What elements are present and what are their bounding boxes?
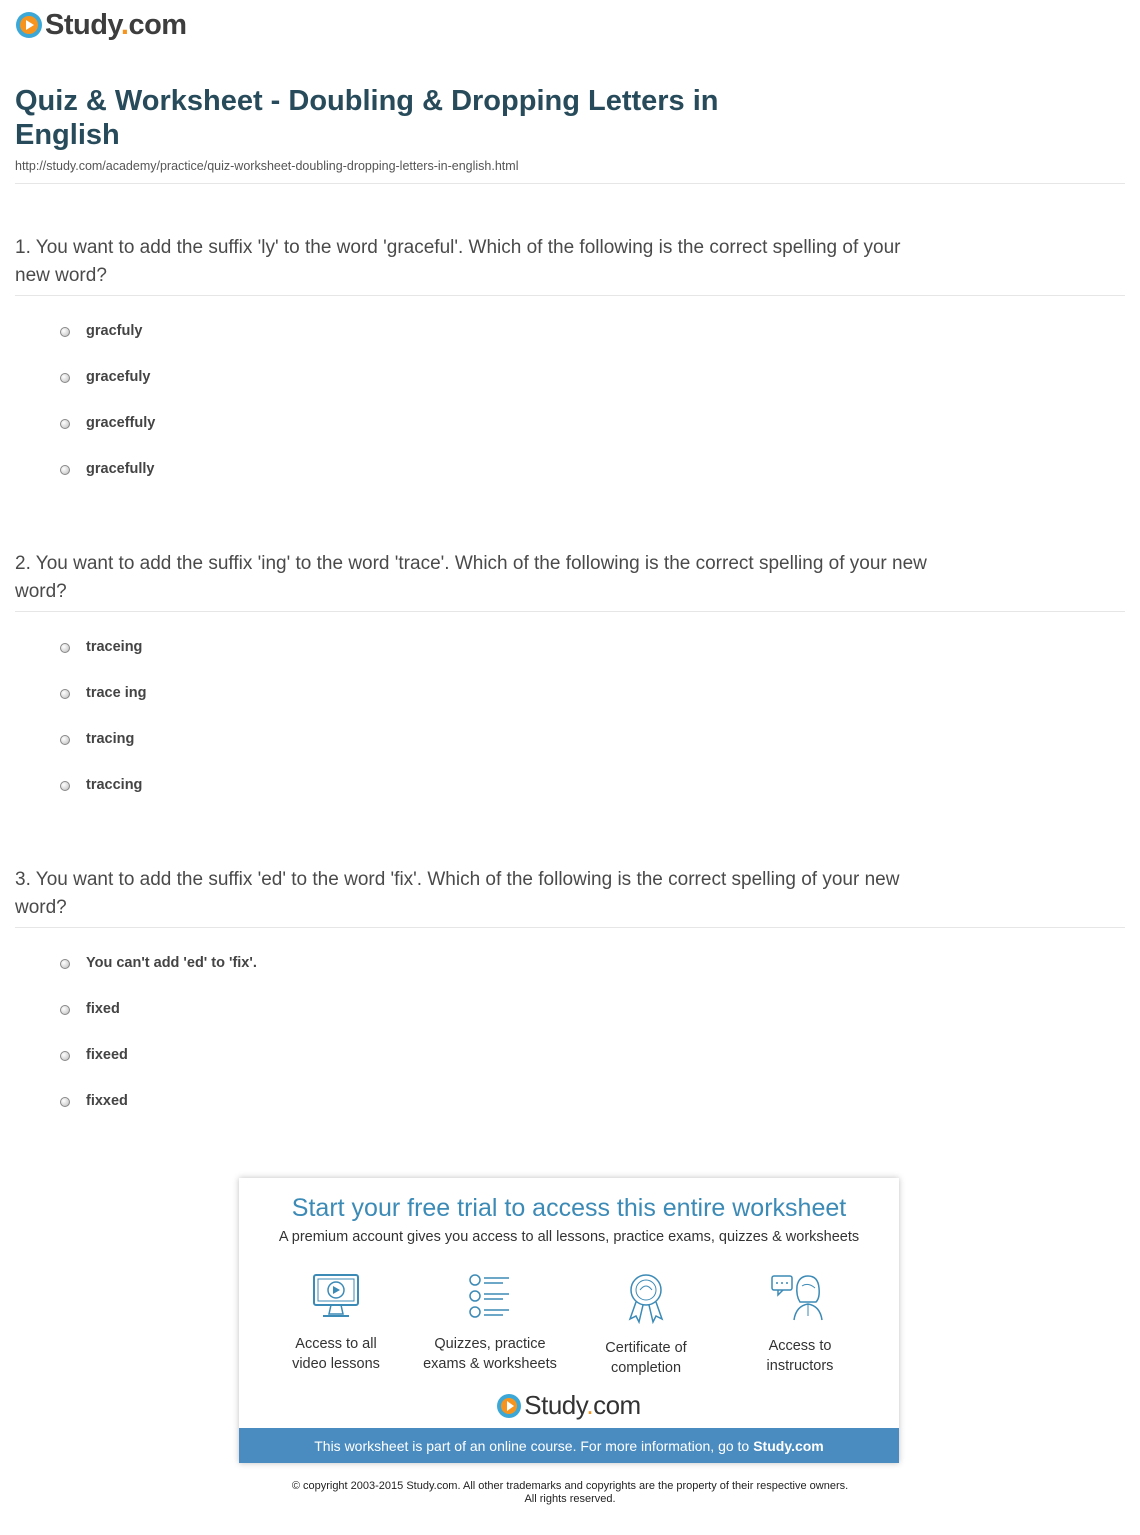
feature-label: Certificate of completion bbox=[605, 1340, 687, 1376]
question-3-choice-d[interactable] bbox=[60, 1091, 128, 1111]
choice-label: traccing bbox=[86, 777, 143, 793]
question-1-text: 1. You want to add the suffix 'ly' to the word 'graceful'. Which of the following is the correct spelling of your new word? bbox=[15, 237, 901, 286]
question-2-choice-d[interactable] bbox=[60, 775, 142, 795]
play-logo-icon bbox=[16, 12, 42, 38]
feature-label: Access to all video lessons bbox=[292, 1336, 380, 1372]
studycom-logo[interactable] bbox=[16, 10, 187, 40]
studycom-link[interactable]: Study.com bbox=[753, 1437, 824, 1454]
promo-bar-text: This worksheet is part of an online course. For more information, go to bbox=[314, 1437, 750, 1454]
promo-subtitle: A premium account gives you access to all lessons, practice exams, quizzes & worksheets bbox=[278, 1229, 860, 1245]
video-lesson-icon bbox=[311, 1272, 361, 1320]
choice-label: gracefully bbox=[86, 461, 155, 477]
question-1-choice-b[interactable] bbox=[60, 367, 150, 387]
choice-label: graceffuly bbox=[86, 415, 156, 431]
page-url: http://study.com/academy/practice/quiz-worksheet-doubling-dropping-letters-in-english.html bbox=[15, 159, 519, 173]
feature-certificate bbox=[571, 1272, 721, 1378]
choice-label: gracfuly bbox=[86, 323, 143, 339]
radio-button-icon[interactable] bbox=[60, 643, 70, 653]
choice-label: fixed bbox=[86, 1001, 120, 1017]
choice-label: fixeed bbox=[86, 1047, 128, 1063]
free-trial-promo bbox=[239, 1178, 899, 1463]
copyright-line2: All rights reserved. bbox=[524, 1493, 616, 1505]
logo-text: Study.com bbox=[45, 8, 187, 41]
question-2-choice-a[interactable] bbox=[60, 637, 142, 657]
radio-button-icon[interactable] bbox=[60, 1097, 70, 1107]
instructor-chat-icon bbox=[770, 1272, 830, 1322]
radio-button-icon[interactable] bbox=[60, 419, 70, 429]
radio-button-icon[interactable] bbox=[60, 373, 70, 383]
feature-instructors bbox=[725, 1272, 875, 1376]
feature-quizzes bbox=[415, 1272, 565, 1374]
promo-title[interactable]: Start your free trial to access this entire worksheet bbox=[291, 1194, 847, 1222]
page-title bbox=[15, 84, 775, 152]
question-2-text: 2. You want to add the suffix 'ing' to the word 'trace'. Which of the following is the correct spelling of your new word? bbox=[15, 553, 927, 602]
feature-label: Access to instructors bbox=[766, 1338, 834, 1374]
radio-button-icon[interactable] bbox=[60, 1051, 70, 1061]
copyright-line1: © copyright 2003-2015 Study.com. All other trademarks and copyrights are the property of their respective owners. bbox=[291, 1480, 849, 1492]
divider bbox=[15, 183, 1125, 184]
question-1-choice-d[interactable] bbox=[60, 459, 155, 479]
feature-label: Quizzes, practice exams & worksheets bbox=[423, 1336, 557, 1372]
radio-button-icon[interactable] bbox=[60, 781, 70, 791]
choice-label: trace ing bbox=[86, 685, 147, 701]
question-1-choice-c[interactable] bbox=[60, 413, 155, 433]
page-title-line1: Quiz & Worksheet - Doubling & Dropping Letters in bbox=[15, 85, 719, 117]
radio-button-icon[interactable] bbox=[60, 689, 70, 699]
play-logo-icon bbox=[497, 1394, 521, 1418]
choice-label: tracing bbox=[86, 731, 135, 747]
promo-info-bar bbox=[239, 1428, 899, 1463]
copyright-footer bbox=[0, 1480, 1140, 1506]
question-2-choice-c[interactable] bbox=[60, 729, 134, 749]
question-3-choice-a[interactable] bbox=[60, 953, 257, 973]
question-1-choice-a[interactable] bbox=[60, 321, 142, 341]
choice-label: traceing bbox=[86, 639, 143, 655]
question-3-divider bbox=[15, 927, 1125, 928]
radio-button-icon[interactable] bbox=[60, 959, 70, 969]
choice-label: gracefuly bbox=[86, 369, 151, 385]
question-3-text: 3. You want to add the suffix 'ed' to the word 'fix'. Which of the following is the correct spelling of your new word? bbox=[15, 869, 900, 918]
question-2-choice-b[interactable] bbox=[60, 683, 146, 703]
checklist-icon bbox=[465, 1272, 515, 1320]
certificate-ribbon-icon bbox=[621, 1272, 671, 1324]
question-1-divider bbox=[15, 295, 1125, 296]
radio-button-icon[interactable] bbox=[60, 1005, 70, 1015]
radio-button-icon[interactable] bbox=[60, 327, 70, 337]
choice-label: You can't add 'ed' to 'fix'. bbox=[86, 955, 257, 971]
feature-video-lessons bbox=[261, 1272, 411, 1374]
page-title-line2: English bbox=[15, 119, 120, 151]
promo-studycom-logo[interactable] bbox=[239, 1390, 899, 1421]
question-3-choice-b[interactable] bbox=[60, 999, 120, 1019]
question-3-choice-c[interactable] bbox=[60, 1045, 128, 1065]
question-2-divider bbox=[15, 611, 1125, 612]
choice-label: fixxed bbox=[86, 1093, 128, 1109]
radio-button-icon[interactable] bbox=[60, 465, 70, 475]
logo-text: Study.com bbox=[524, 1390, 641, 1420]
radio-button-icon[interactable] bbox=[60, 735, 70, 745]
